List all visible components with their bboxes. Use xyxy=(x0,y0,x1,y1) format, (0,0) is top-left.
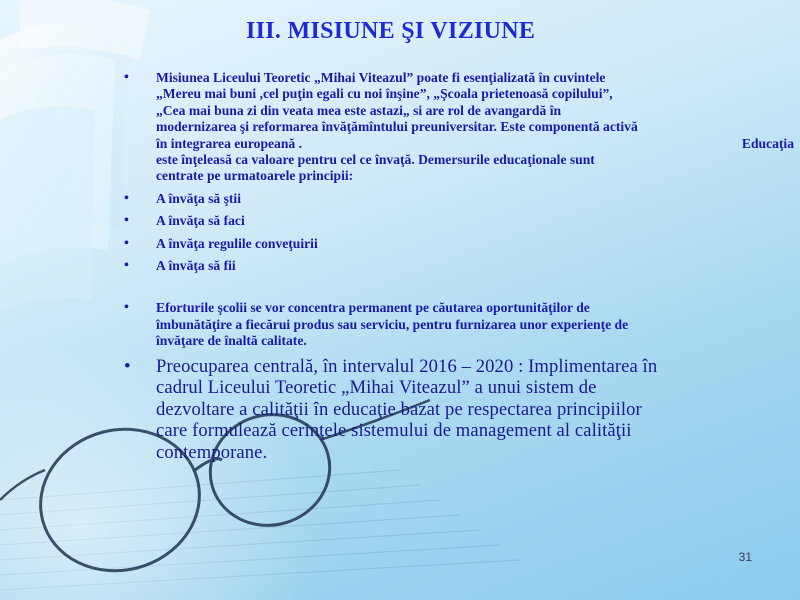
mission-paragraph xyxy=(124,70,794,185)
priority-line-1: Preocuparea centrală, în intervalul 2016 – 2020 : Implimentarea în xyxy=(156,355,658,377)
mission-line-6: este înţeleasă ca valoare pentru cel ce învaţă. Demersurile educaţionale sunt xyxy=(156,152,595,168)
mission-line-2: „Mereu mai buni ,cel puţin egali cu noi înşine”, „Şcoala prietenoasă copilului”, xyxy=(156,86,613,102)
principle-text: A învăţa să faci xyxy=(156,213,245,229)
bullet-icon: • xyxy=(124,70,129,85)
priority-line-4: care formulează cerinţele sistemului de management al calităţii xyxy=(156,420,632,442)
efforts-line-1: Eforturile şcolii se vor concentra permanent pe căutarea oportunităţilor de xyxy=(156,300,590,316)
mission-line-3: „Cea mai buna zi din veata mea este astazi„ si are rol de avangardă în xyxy=(156,102,562,118)
slide-content xyxy=(124,70,794,463)
priority-line-2: cadrul Liceului Teoretic „Mihai Viteazul” a unui sistem de xyxy=(156,377,597,399)
bullet-icon: • xyxy=(124,190,129,206)
mission-line-7: centrate pe urmatoarele principii: xyxy=(156,168,354,184)
page-number: 31 xyxy=(738,550,752,564)
principle-item xyxy=(124,213,794,229)
priority-line-5: contemporane. xyxy=(156,441,268,463)
principle-item xyxy=(124,236,794,252)
mission-line-1: Misiunea Liceului Teoretic „Mihai Viteazul” poate fi esenţializată în cuvintele xyxy=(156,70,606,85)
efforts-paragraph xyxy=(124,300,794,349)
bullet-icon: • xyxy=(124,258,129,274)
efforts-line-3: învăţare de înaltă calitate. xyxy=(156,333,307,349)
principle-text: A învăţa să fii xyxy=(156,258,236,274)
principle-text: A învăţa să ştii xyxy=(156,190,241,206)
mission-trailing-word: Educaţia xyxy=(741,135,794,151)
principle-item xyxy=(124,258,794,274)
mission-line-5-text: în integrarea europeană . xyxy=(156,135,302,151)
mission-line-4: modernizarea şi reformarea învăţămîntului preuniversitar. Este componentă activă xyxy=(156,119,638,135)
efforts-line-2: îmbunătăţire a fiecărui produs sau serviciu, pentru furnizarea unor experienţe de xyxy=(156,316,629,332)
bullet-icon: • xyxy=(124,355,131,377)
slide-title: III. MISIUNE ŞI VIZIUNE xyxy=(246,18,536,44)
principle-item xyxy=(124,191,794,207)
bullet-icon: • xyxy=(124,213,129,229)
bullet-icon: • xyxy=(124,300,129,316)
mission-line-5 xyxy=(156,136,794,152)
principle-text: A învăţa regulile conveţuirii xyxy=(156,235,318,251)
priority-line-3: dezvoltare a calităţii în educaţie bazat pe respectarea principiilor xyxy=(156,398,642,420)
bullet-icon: • xyxy=(124,235,129,251)
priority-paragraph xyxy=(124,356,794,464)
